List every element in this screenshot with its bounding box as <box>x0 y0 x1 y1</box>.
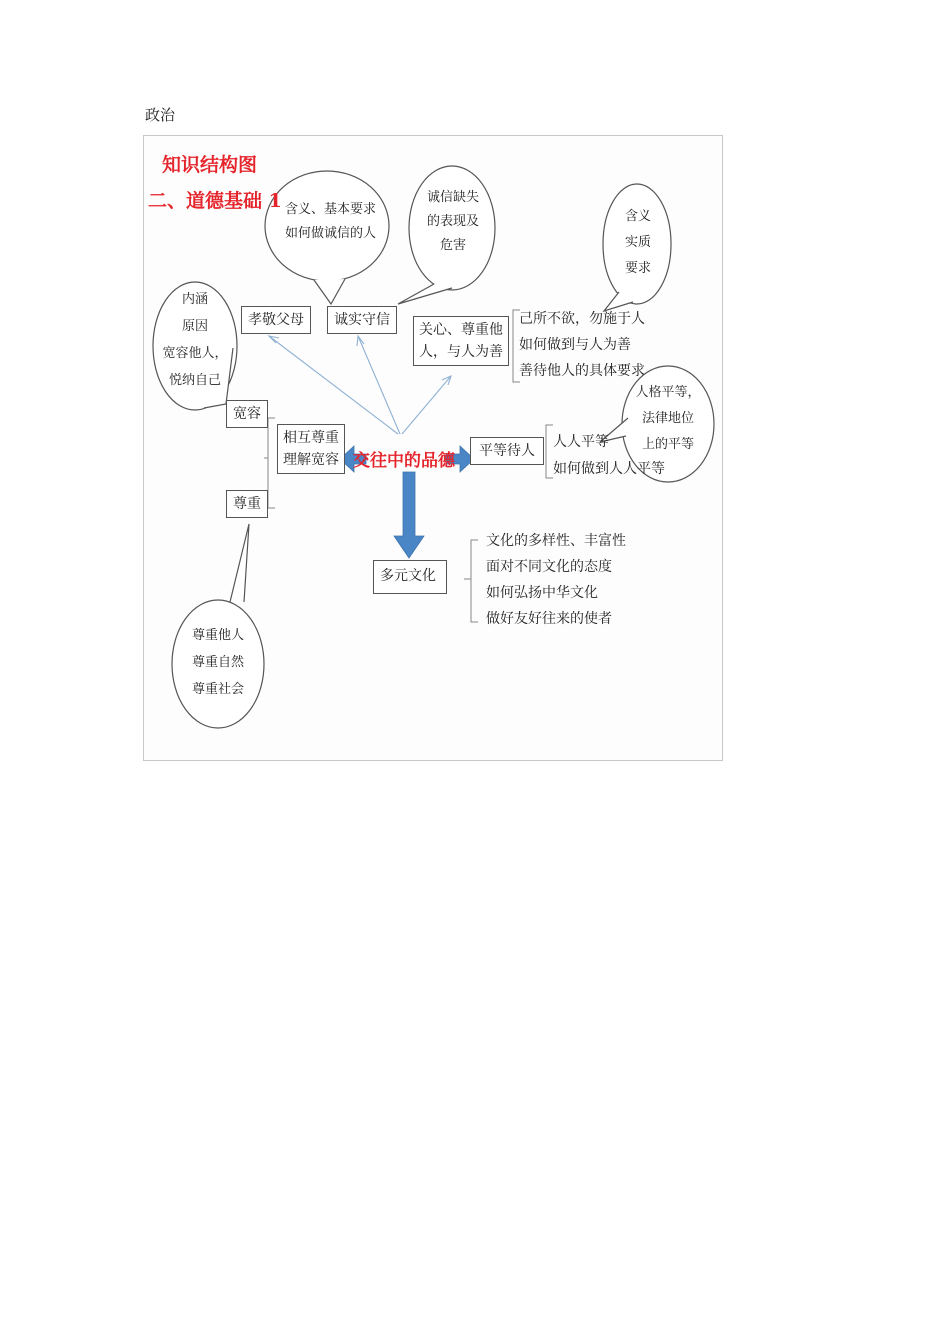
bubble-care-meaning-text <box>621 204 655 282</box>
bubble-text-line: 内涵 <box>181 292 208 307</box>
bubble-text-line: 要求 <box>624 261 651 276</box>
bracket-culture <box>471 540 478 622</box>
bracket-equal <box>546 425 553 478</box>
bubble-text-line: 尊重他人 <box>191 628 244 643</box>
box-care-kindness <box>413 316 509 366</box>
bubble-text-line: 的表现及 <box>426 214 479 229</box>
box-equal-treatment: 平等待人 <box>470 437 544 465</box>
box-tolerance: 宽容 <box>226 400 268 428</box>
list-item: 做好友好往来的使者 <box>486 611 612 627</box>
bracket-mutual <box>268 418 275 508</box>
knowledge-structure-diagram <box>143 135 723 761</box>
bubble-text-line: 原因 <box>181 319 208 334</box>
box-honesty: 诚实守信 <box>327 306 397 334</box>
list-item: 如何做到人人平等 <box>553 461 665 477</box>
list-equal <box>553 429 665 483</box>
bubble-text-line: 含义、基本要求 <box>285 202 377 217</box>
box-care-line2: 人，与人为善 <box>419 344 503 360</box>
list-item: 面对不同文化的态度 <box>486 559 612 575</box>
bubble-respect-text <box>184 622 252 703</box>
list-item: 善待他人的具体要求 <box>519 363 645 379</box>
box-filial-piety: 孝敬父母 <box>241 306 311 334</box>
bubble-text-line: 人格平等， <box>635 385 701 400</box>
box-mutual-line2: 理解宽容 <box>283 452 339 468</box>
list-item: 文化的多样性、丰富性 <box>486 533 626 549</box>
box-care-line1: 关心、尊重他 <box>419 322 503 338</box>
bubble-dishonesty-text <box>425 186 481 258</box>
diagram-subtitle: 二、道德基础 1 <box>148 190 282 212</box>
list-care <box>519 306 645 384</box>
box-respect: 尊重 <box>226 490 268 518</box>
bubble-text-line: 危害 <box>439 238 466 253</box>
list-culture <box>486 528 626 632</box>
list-item: 如何做到与人为善 <box>519 337 631 353</box>
bubble-text-line: 悦纳自己 <box>168 373 221 388</box>
bubble-text-line: 含义 <box>624 209 651 224</box>
bubble-honesty-meaning-text <box>285 198 377 246</box>
box-mutual-line1: 相互尊重 <box>283 430 339 446</box>
bubble-tolerance-text <box>161 286 229 394</box>
box-multiculture: 多元文化 <box>373 560 447 594</box>
bubble-text-line: 宽容他人， <box>162 346 228 361</box>
bubble-text-line: 尊重社会 <box>191 682 244 697</box>
bubble-text-line: 诚信缺失 <box>426 190 479 205</box>
bubble-text-line: 如何做诚信的人 <box>285 226 377 241</box>
bubble-text-line: 尊重自然 <box>191 655 244 670</box>
bubble-text-line: 实质 <box>624 235 651 250</box>
line-to-care <box>402 376 451 434</box>
diagram-title: 知识结构图 <box>162 154 258 176</box>
center-topic: 交往中的品德 <box>353 451 455 471</box>
list-item: 己所不欲，勿施于人 <box>519 311 645 327</box>
list-item: 如何弘扬中华文化 <box>486 585 598 601</box>
bubble-text-line: 法律地位 <box>641 411 694 426</box>
subject-label: 政治 <box>145 106 176 124</box>
box-mutual-respect <box>277 424 345 474</box>
list-item: 人人平等 <box>553 434 609 450</box>
bubble-text-line: 上的平等 <box>641 437 694 452</box>
arrow-down <box>394 472 424 558</box>
